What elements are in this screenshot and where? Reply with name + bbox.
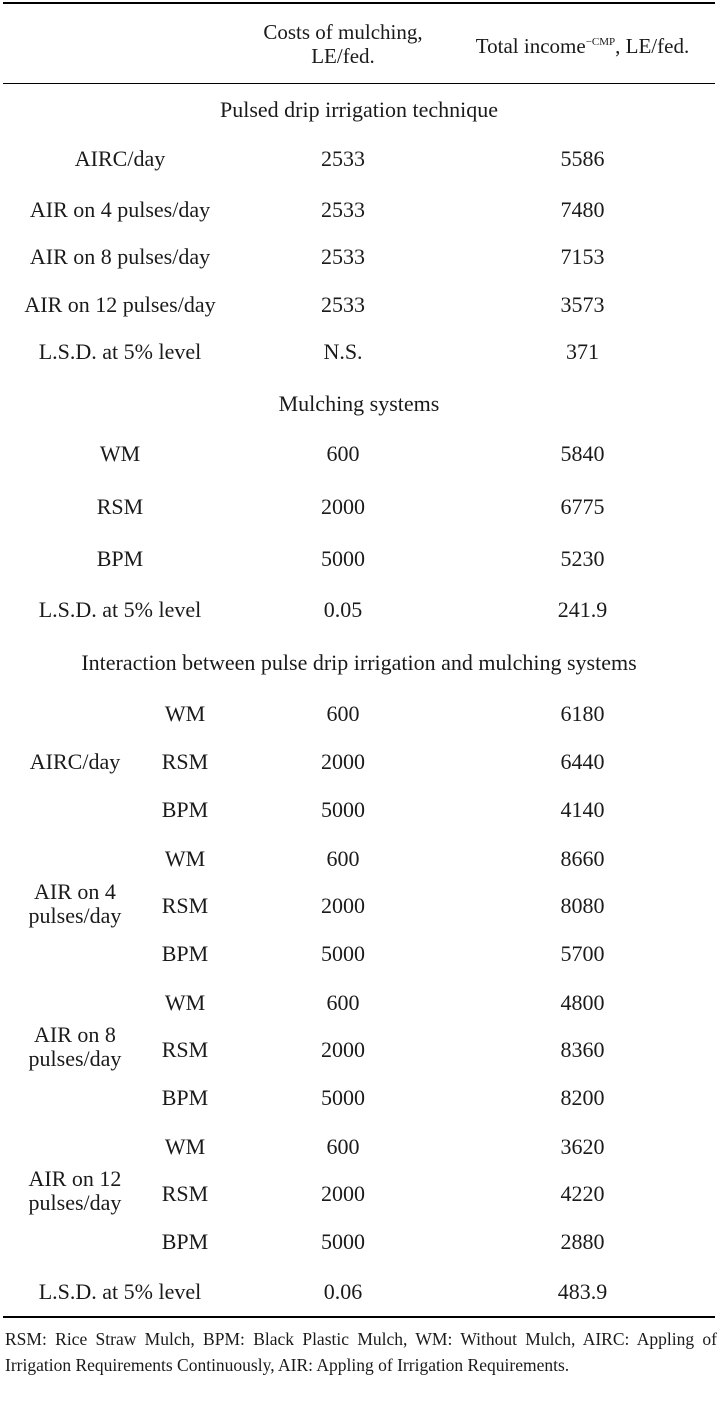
section-title: Interaction between pulse drip irrigation and mulching systems	[81, 650, 637, 675]
row-income: 5586	[560, 146, 605, 171]
row-label: L.S.D. at 5% level	[38, 339, 202, 364]
mulch-label: BPM	[161, 1229, 209, 1254]
header-income-suffix: , LE/fed.	[615, 34, 690, 58]
row-income: 4140	[560, 797, 605, 822]
row-income: 8200	[560, 1085, 605, 1110]
row-income: 5700	[560, 941, 605, 966]
row-income: 5230	[560, 546, 605, 571]
row-label: AIR on 12 pulses/day	[24, 292, 216, 317]
mulch-label: RSM	[161, 1181, 209, 1206]
group-label: AIR on 4 pulses/day	[28, 879, 122, 928]
row-income: 6440	[560, 749, 605, 774]
mulch-label: RSM	[161, 1037, 209, 1062]
row-income: 8660	[560, 846, 605, 871]
row-income: 7480	[560, 197, 605, 222]
mulch-label: WM	[164, 701, 206, 726]
row-cost: 2533	[321, 292, 365, 317]
footnote: RSM: Rice Straw Mulch, BPM: Black Plastic Mulch, WM: Without Mulch, AIRC: Appling of Irrigation Requirements Continuously, AIR: Appling of Irrigation Requirements.	[5, 1329, 717, 1375]
row-cost: 5000	[321, 797, 365, 822]
group-label: AIRC/day	[29, 749, 121, 774]
row-income: 6775	[560, 494, 605, 519]
group-label: AIR on 8 pulses/day	[28, 1022, 122, 1071]
row-income: 2880	[560, 1229, 605, 1254]
row-cost: 2000	[321, 1037, 365, 1062]
row-label: AIR on 4 pulses/day	[29, 197, 211, 222]
section-title: Mulching systems	[278, 391, 440, 416]
section-title: Pulsed drip irrigation technique	[220, 97, 498, 122]
row-label: WM	[99, 441, 141, 466]
row-cost: 2000	[321, 749, 365, 774]
row-cost: 600	[326, 1134, 360, 1159]
row-cost: 2000	[321, 1181, 365, 1206]
row-income: 371	[566, 339, 599, 364]
mulch-label: BPM	[161, 941, 209, 966]
row-income: 241.9	[557, 597, 608, 622]
row-cost: 0.06	[323, 1279, 363, 1304]
row-cost: 600	[326, 990, 360, 1015]
row-cost: 5000	[321, 941, 365, 966]
row-cost: 2000	[321, 893, 365, 918]
row-cost: 600	[326, 441, 360, 466]
row-cost: 600	[326, 846, 360, 871]
row-cost: 2533	[321, 146, 365, 171]
mulch-label: RSM	[161, 893, 209, 918]
header-income-sup: −CMP	[585, 36, 616, 48]
row-cost: 2533	[321, 197, 365, 222]
mulch-label: WM	[164, 1134, 206, 1159]
row-cost: 5000	[321, 546, 365, 571]
header-rule	[3, 83, 715, 84]
group-label: AIR on 12 pulses/day	[28, 1166, 122, 1215]
row-label: AIR on 8 pulses/day	[29, 244, 211, 269]
header-income-prefix: Total income	[475, 34, 586, 58]
mulch-label: WM	[164, 846, 206, 871]
row-label: RSM	[96, 494, 144, 519]
row-cost: 0.05	[323, 597, 363, 622]
row-cost: 2000	[321, 494, 365, 519]
row-cost: 2533	[321, 244, 365, 269]
row-income: 6180	[560, 701, 605, 726]
header-income	[450, 34, 715, 58]
row-label: BPM	[96, 546, 144, 571]
mulch-label: WM	[164, 990, 206, 1015]
row-income: 8080	[560, 893, 605, 918]
row-cost: 600	[326, 701, 360, 726]
mulch-label: RSM	[161, 749, 209, 774]
row-income: 483.9	[557, 1279, 608, 1304]
mulch-label: BPM	[161, 1085, 209, 1110]
row-label: L.S.D. at 5% level	[38, 1279, 202, 1304]
bottom-rule	[3, 1316, 715, 1318]
top-rule	[3, 2, 715, 4]
row-income: 3620	[560, 1134, 605, 1159]
row-income: 8360	[560, 1037, 605, 1062]
row-cost: 5000	[321, 1229, 365, 1254]
row-cost: N.S.	[323, 339, 363, 364]
row-label: AIRC/day	[74, 146, 166, 171]
row-income: 4800	[560, 990, 605, 1015]
row-income: 4220	[560, 1181, 605, 1206]
mulch-label: BPM	[161, 797, 209, 822]
row-cost: 5000	[321, 1085, 365, 1110]
row-income: 7153	[560, 244, 605, 269]
row-income: 3573	[560, 292, 605, 317]
header-costs: Costs of mulching, LE/fed.	[263, 20, 423, 68]
row-income: 5840	[560, 441, 605, 466]
row-label: L.S.D. at 5% level	[38, 597, 202, 622]
